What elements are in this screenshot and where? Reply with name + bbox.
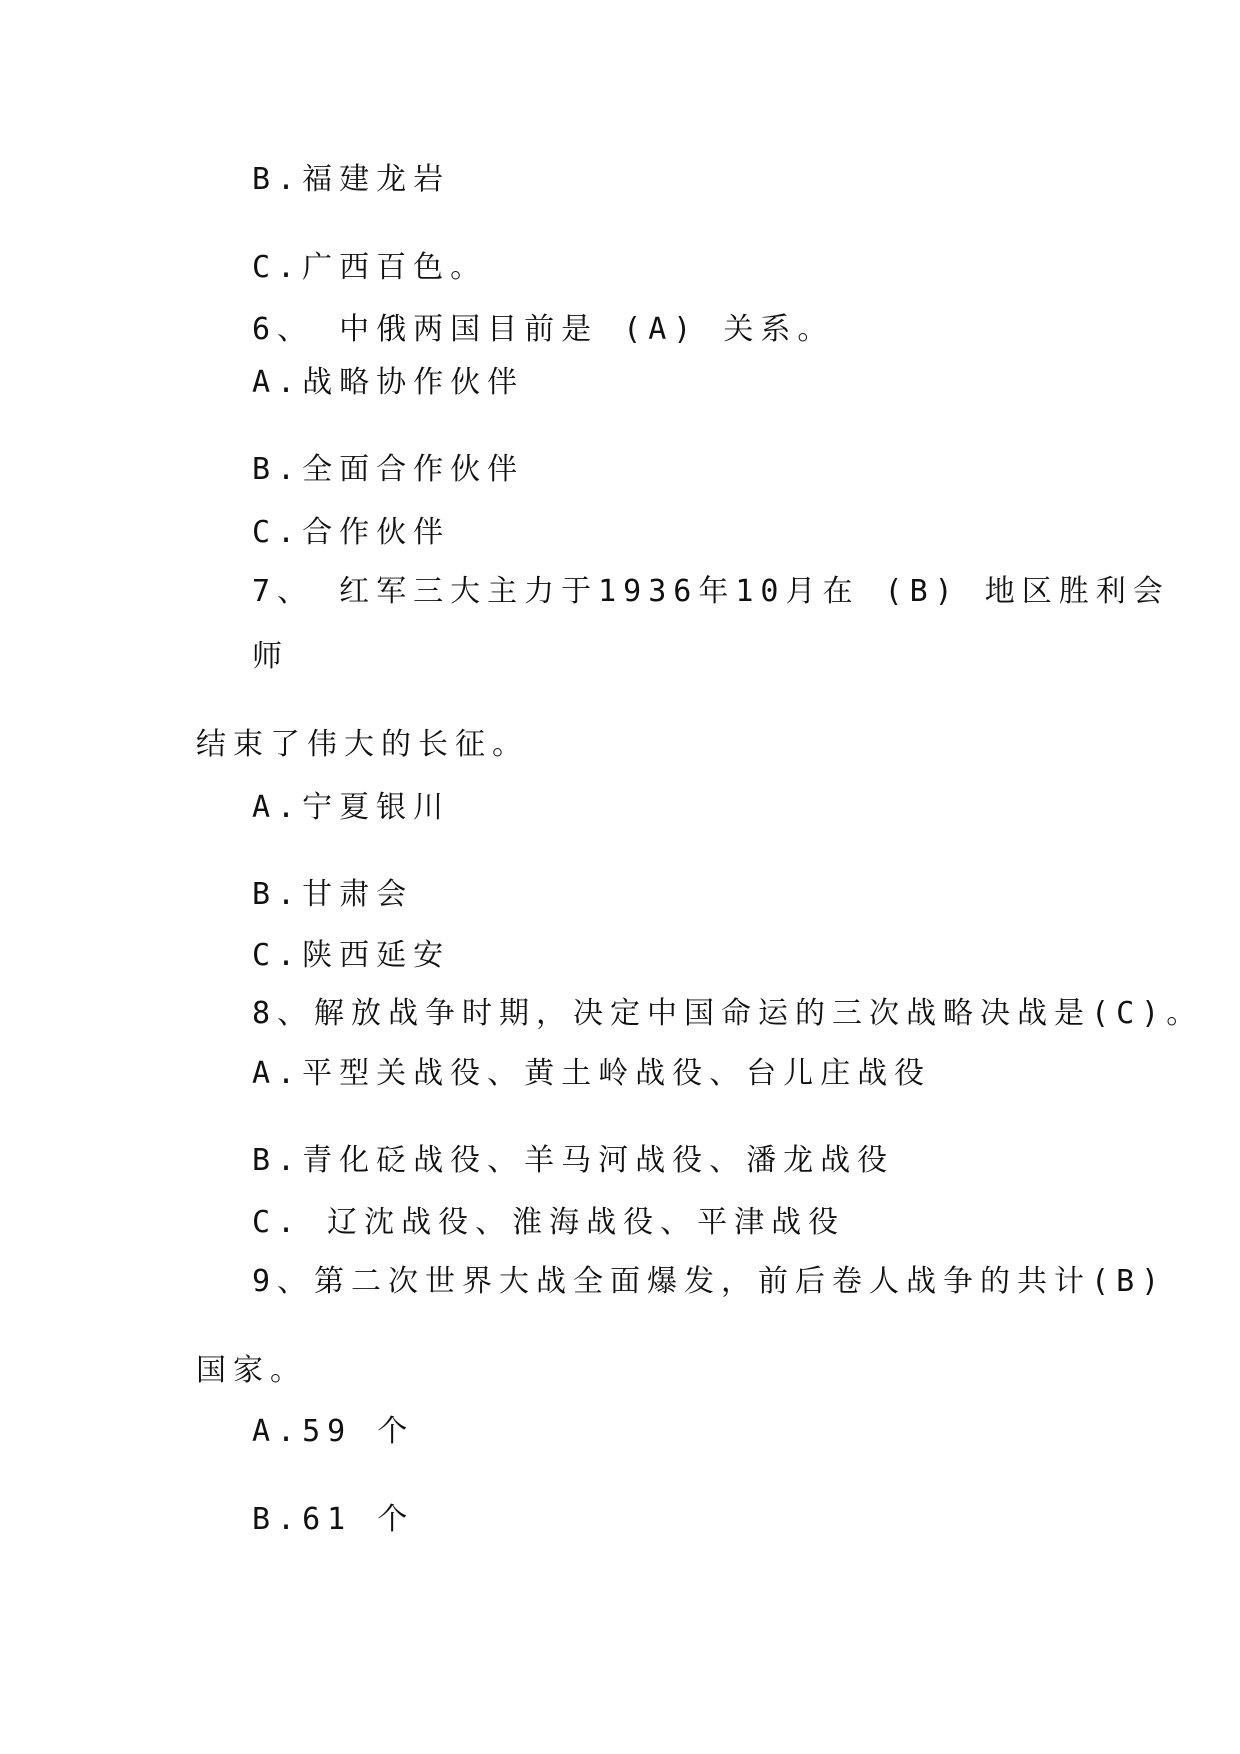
question-6-option-c: C.合作伙伴 (252, 515, 451, 550)
question-9-continuation: 国家。 (196, 1353, 307, 1388)
question-6-option-a: A.战略协作伙伴 (252, 365, 525, 400)
question-8-option-a: A.平型关战役、黄土岭战役、台儿庄战役 (252, 1056, 932, 1091)
question-6-text: 6、 中俄两国目前是 (A) 关系。 (252, 312, 835, 347)
question-7-text-wrap: 师 (252, 639, 289, 674)
question-6-option-b: B.全面合作伙伴 (252, 452, 525, 487)
question-9-option-b: B.61 个 (252, 1502, 415, 1537)
question-9-option-a: A.59 个 (252, 1414, 415, 1449)
question-7-text: 7、 红军三大主力于1936年10月在 (B) 地区胜利会 (252, 574, 1170, 609)
question-8-option-c: C. 辽沈战役、淮海战役、平津战役 (252, 1205, 846, 1240)
question-8-option-b: B.青化砭战役、羊马河战役、潘龙战役 (252, 1143, 895, 1178)
question-7-option-b: B.甘肃会 (252, 877, 414, 912)
option-c-guangxi-baise: C.广西百色。 (252, 250, 488, 285)
option-b-fujian-longyan: B.福建龙岩 (252, 162, 451, 197)
question-7-option-c: C.陕西延安 (252, 938, 451, 973)
question-7-continuation: 结束了伟大的长征。 (196, 727, 529, 762)
question-8-text: 8、解放战争时期，决定中国命运的三次战略决战是(C)。 (252, 996, 1204, 1031)
question-9-text: 9、第二次世界大战全面爆发，前后卷人战争的共计(B) (252, 1264, 1167, 1299)
question-7-option-a: A.宁夏银川 (252, 790, 451, 825)
